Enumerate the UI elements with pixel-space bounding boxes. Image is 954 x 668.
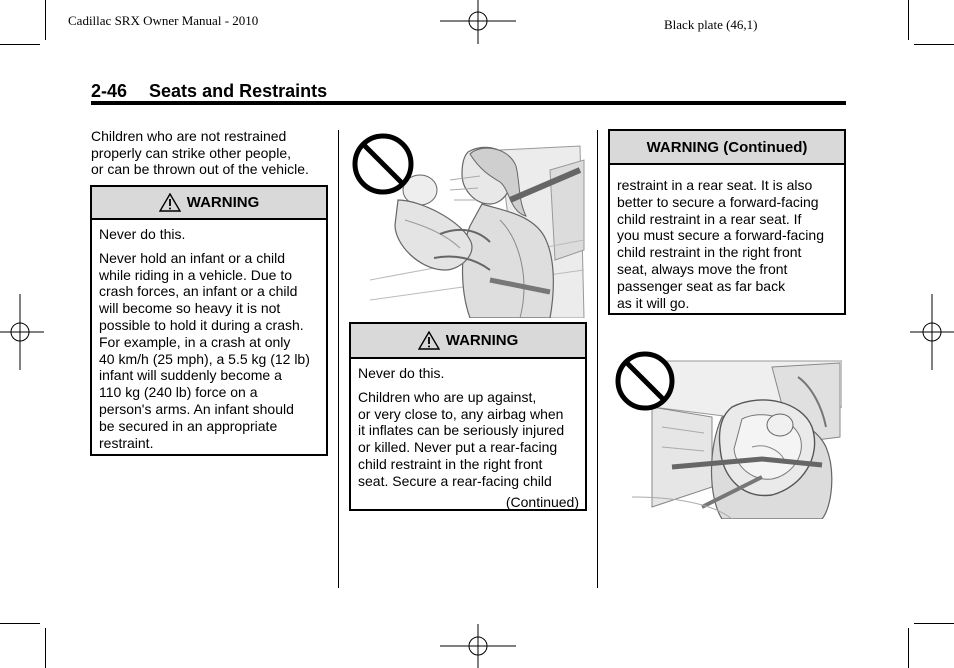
page-number: 2-46 [91,81,128,101]
text-line: or killed. Never put a rear-facing [358,439,558,456]
warning-box-continued [608,129,846,315]
text-line: or very close to, any airbag when [358,405,564,422]
column-divider [597,130,598,588]
warning-first-para: Never do this. [99,226,186,242]
warning-header [610,131,844,165]
crop-mark [45,628,46,668]
text-line: possible to hold it during a crash. [99,316,304,333]
text-line: For example, in a crash at only [99,333,291,350]
warning-paragraph [617,177,837,311]
text-line: seat, always move the front [617,260,788,277]
warning-body [92,220,326,451]
text-line: while riding in a vehicle. Due to [99,266,292,283]
registration-mark-icon [910,294,954,370]
text-line: restraint in a rear seat. It is also [617,177,813,193]
text-line: child restraint in the right front [617,244,802,261]
text-line: as it will go. [617,294,690,311]
warning-first-para: Never do this. [358,365,445,381]
prohibition-icon [618,354,672,408]
intro-paragraph [91,128,331,178]
crop-mark [45,0,46,40]
text-line: will become so heavy it is not [99,300,281,317]
infant-held-illustration [350,130,586,318]
text-line: seat. Secure a rear-facing child [358,472,552,489]
text-line: properly can strike other people, [91,144,291,161]
text-line: child restraint in the right front [358,455,543,472]
page-title [91,81,327,102]
registration-mark-icon [440,624,516,668]
crop-mark [0,44,40,45]
registration-mark-icon [0,294,44,370]
text-line: restraint. [99,434,154,451]
warning-paragraph [99,250,319,452]
text-line: Children who are not restrained [91,128,287,144]
text-line: it inflates can be seriously injured [358,422,565,439]
text-line: you must secure a forward-facing [617,227,824,244]
text-line: child restraint in a rear seat. If [617,210,802,227]
text-line: be secured in an appropriate [99,417,278,434]
text-line: better to secure a forward-facing [617,193,819,210]
text-line: or can be thrown out of the vehicle. [91,161,309,177]
text-line: passenger seat as far back [617,277,786,294]
warning-triangle-icon [159,193,181,212]
warning-body [610,165,844,311]
crop-mark [908,628,909,668]
warning-header [351,324,585,359]
text-line: Children who are up against, [358,388,537,405]
warning-body [351,359,585,490]
warning-box [349,322,587,511]
warning-box [90,185,328,456]
section-title: Seats and Restraints [149,81,328,101]
crop-mark [914,623,954,624]
registration-mark-icon [440,0,516,44]
text-line: person's arms. An infant should [99,400,294,417]
title-rule [91,101,846,105]
crop-mark [914,44,954,45]
crop-mark [908,0,909,40]
crop-mark [0,623,40,624]
text-line: 40 km/h (25 mph), a 5.5 kg (12 lb) [99,350,310,367]
warning-title: WARNING [445,332,519,349]
text-line: Never hold an infant or a child [99,249,285,266]
text-line: 110 kg (240 lb) force on a [99,384,258,401]
rear-facing-seat-illustration [612,347,842,519]
manual-title: Cadillac SRX Owner Manual - 2010 [68,13,259,28]
warning-paragraph [358,389,578,490]
continued-note: (Continued) [505,493,579,510]
text-line: infant will suddenly become a [99,367,282,384]
text-line: crash forces, an infant or a child [99,283,298,300]
prohibition-icon [355,136,411,192]
warning-triangle-icon [418,331,440,350]
plate-label: Black plate (46,1) [664,17,758,32]
warning-title: WARNING [186,194,260,211]
warning-title: WARNING (Continued) [646,138,808,156]
column-divider [338,130,339,588]
warning-header [92,187,326,220]
